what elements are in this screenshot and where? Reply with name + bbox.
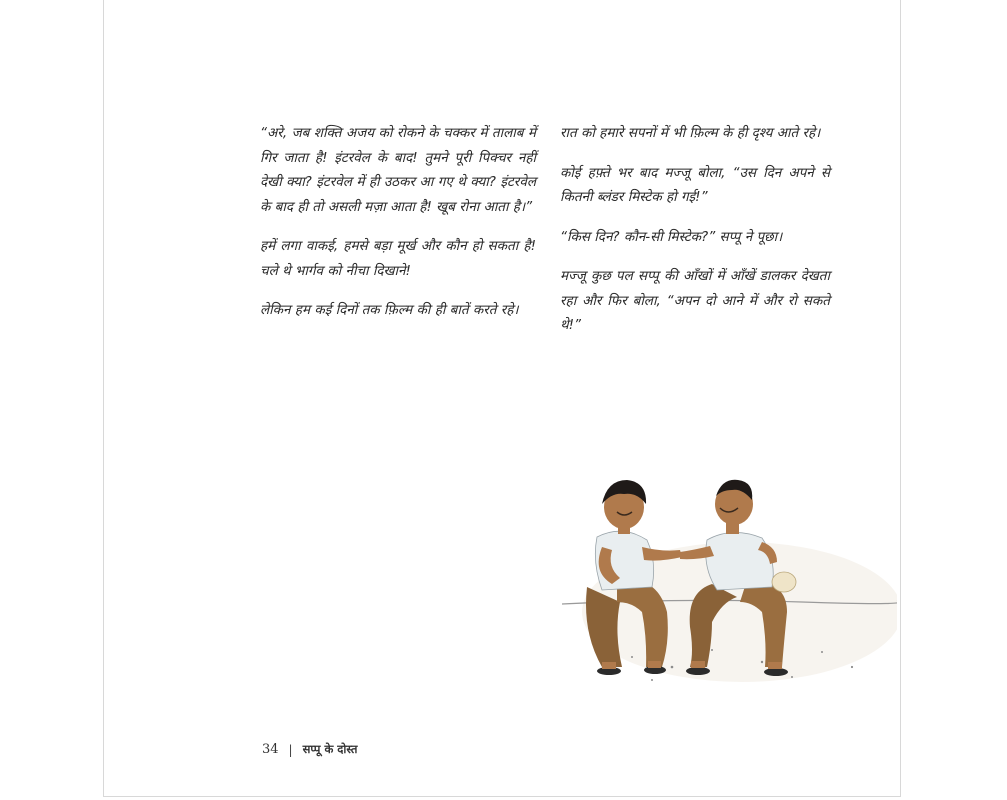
two-boys-sitting-laughing-illustration <box>562 462 897 692</box>
footer-separator: | <box>288 742 293 757</box>
paragraph: रात को हमारे सपनों में भी फ़िल्म के ही दृश्य आते रहे। <box>560 125 821 141</box>
paragraph: कोई हफ़्ते भर बाद मज्जू बोला, “उस दिन अपने से कितनी ब्लंडर मिस्टेक हो गई!” <box>560 164 830 205</box>
book-page <box>103 0 901 797</box>
paragraph: हमें लगा वाकई, हमसे बड़ा मूर्ख और कौन हो सकता है! चले थे भार्गव को नीचा दिखाने! <box>260 238 536 279</box>
book-title: सप्पू के दोस्त <box>302 742 358 756</box>
right-text-column <box>560 121 830 353</box>
left-text-column <box>260 121 536 338</box>
paragraph: लेकिन हम कई दिनों तक फ़िल्म की ही बातें करते रहे। <box>260 302 519 318</box>
paragraph: मज्जू कुछ पल सप्पू की आँखों में आँखें डालकर देखता रहा और फिर बोला, “अपन दो आने में और रो सकते थे!” <box>560 268 830 333</box>
paragraph: “किस दिन? कौन-सी मिस्टेक?” सप्पू ने पूछा। <box>560 228 783 245</box>
paragraph: “अरे, जब शक्ति अजय को रोकने के चक्कर में तालाब में गिर जाता है! इंटरवेल के बाद! तुमने पूरी पिक्चर नहीं देखी क्या? इंटरवेल में ही उठकर आ गए थे क्या? इंटरवेल के बाद ही तो असली मज़ा आता है! खूब रोना आता है।” <box>260 125 536 215</box>
page-number: 34 <box>262 742 279 757</box>
page-footer <box>262 742 357 757</box>
